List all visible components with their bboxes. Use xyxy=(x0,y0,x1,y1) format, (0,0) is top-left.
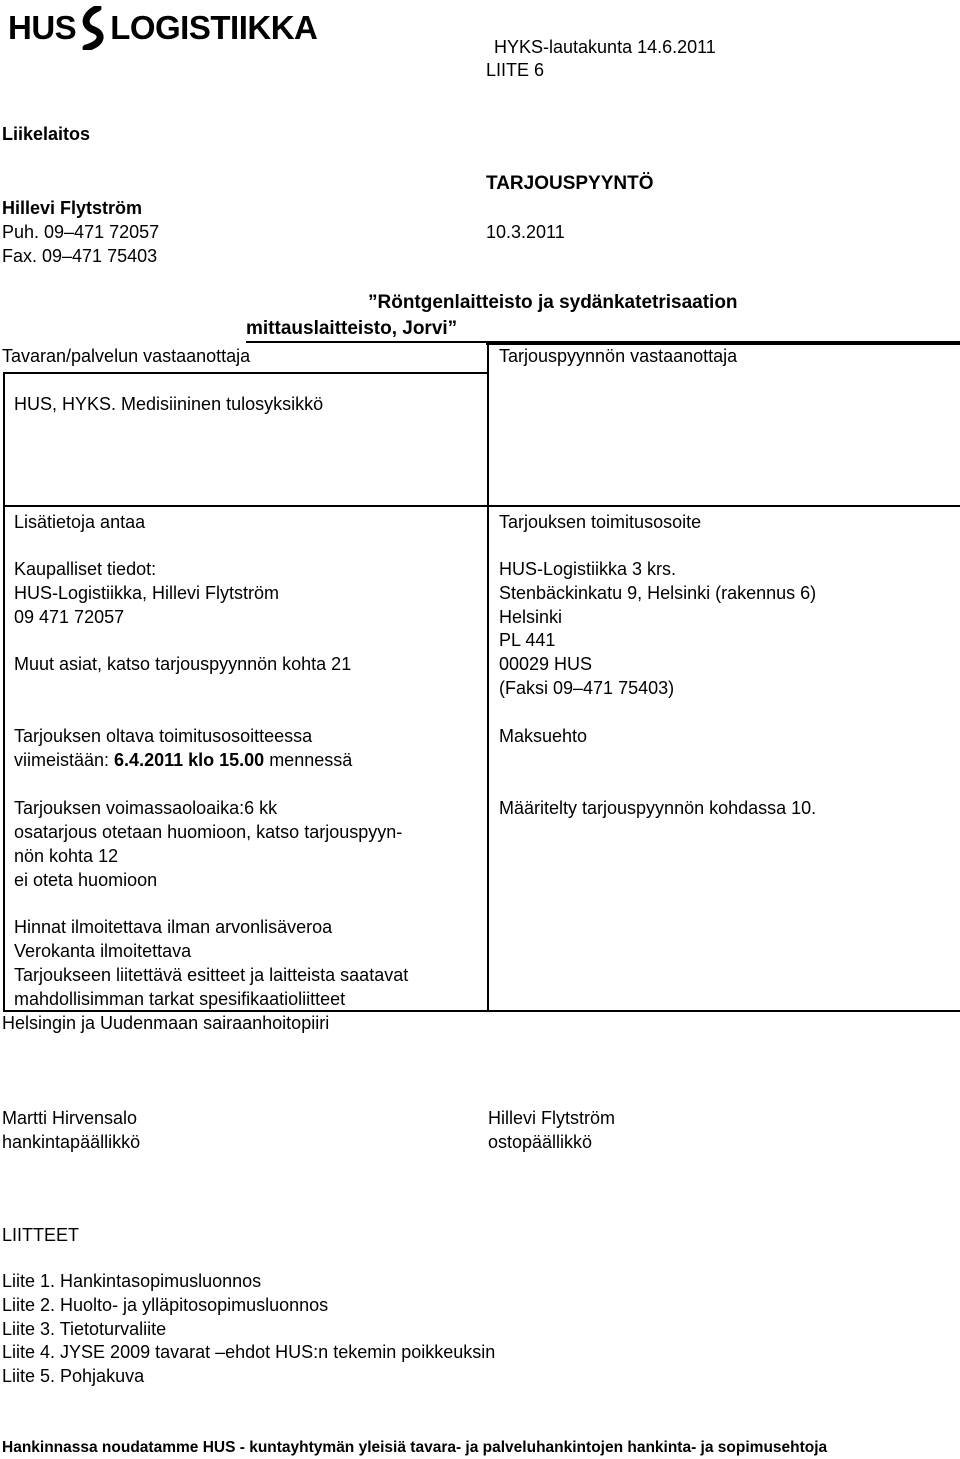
prices-note: Hinnat ilmoitettava ilman arvonlisäveroa xyxy=(14,917,333,937)
partial-offer-line-1: osatarjous otetaan huomioon, katso tarjouspyyn- xyxy=(14,822,403,842)
commercial-label: Kaupalliset tiedot: xyxy=(14,559,157,579)
organization-name: Helsingin ja Uudenmaan sairaanhoitopiiri xyxy=(2,1013,330,1033)
attachments-note-line-2: mahdollisimman tarkat spesifikaatioliitteet xyxy=(14,989,346,1009)
tax-rate-note: Verokanta ilmoitettava xyxy=(14,941,192,961)
not-considered: ei oteta huomioon xyxy=(14,870,158,890)
logo-text-hus: HUS xyxy=(8,9,77,46)
sender-unit: Liikelaitos xyxy=(2,124,91,144)
deadline-datetime: 6.4.2011 klo 15.00 xyxy=(114,750,265,770)
meeting-reference: HYKS-lautakunta 14.6.2011 xyxy=(494,37,716,57)
deadline-prefix: viimeistään: xyxy=(14,750,115,770)
delivery-address-line: 00029 HUS xyxy=(499,654,593,674)
hus-logistiikka-logo xyxy=(8,4,317,52)
recipient-request-label: Tarjouspyynnön vastaanottaja xyxy=(499,346,738,366)
sender-phone: Puh. 09–471 72057 xyxy=(2,222,160,242)
attachment-item: Liite 3. Tietoturvaliite xyxy=(2,1319,167,1339)
form-left-border xyxy=(3,372,5,1012)
document-type: TARJOUSPYYNTÖ xyxy=(486,173,654,194)
partial-offer-line-2: nön kohta 12 xyxy=(14,846,119,866)
attachments-note-line-1: Tarjoukseen liitettävä esitteet ja laitteista saatavat xyxy=(14,965,409,985)
commercial-contact: HUS-Logistiikka, Hillevi Flytström xyxy=(14,583,280,603)
document-date: 10.3.2011 xyxy=(486,222,565,242)
delivery-address-label: Tarjouksen toimitusosoite xyxy=(499,512,702,532)
attachment-item: Liite 5. Pohjakuva xyxy=(2,1366,145,1386)
recipient-goods-label: Tavaran/palvelun vastaanottaja xyxy=(2,346,251,366)
subject-line-1: ”Röntgenlaitteisto ja sydänkatetrisaation xyxy=(368,292,738,313)
signatory-name: Martti Hirvensalo xyxy=(2,1108,138,1128)
form-center-divider xyxy=(487,345,489,1012)
attachments-heading: LIITTEET xyxy=(2,1225,80,1245)
delivery-address-line: PL 441 xyxy=(499,630,556,650)
payment-terms-label: Maksuehto xyxy=(499,726,588,746)
signatory-name: Hillevi Flytström xyxy=(488,1108,616,1128)
validity-period: Tarjouksen voimassaoloaika:6 kk xyxy=(14,798,278,818)
commercial-phone: 09 471 72057 xyxy=(14,607,125,627)
attachment-item: Liite 2. Huolto- ja ylläpitosopimusluonnos xyxy=(2,1295,329,1315)
signatory-title: hankintapäällikkö xyxy=(2,1132,141,1152)
signatory-title: ostopäällikkö xyxy=(488,1132,593,1152)
attachment-reference: LIITE 6 xyxy=(486,60,545,80)
delivery-address-line: Stenbäckinkatu 9, Helsinki (rakennus 6) xyxy=(499,583,817,603)
footer-note: Hankinnassa noudatamme HUS - kuntayhtymän yleisiä tavara- ja palveluhankintojen hankinta- ja sopimusehtoja xyxy=(2,1439,828,1456)
recipient-goods-value: HUS, HYKS. Medisiininen tulosyksikkö xyxy=(14,394,324,414)
payment-terms-value: Määritelty tarjouspyynnön kohdassa 10. xyxy=(499,798,817,818)
delivery-address-line: (Faksi 09–471 75403) xyxy=(499,678,675,698)
attachment-item: Liite 4. JYSE 2009 tavarat –ehdot HUS:n tekemin poikkeuksin xyxy=(2,1342,496,1362)
delivery-address-line: HUS-Logistiikka 3 krs. xyxy=(499,559,677,579)
delivery-address-line: Helsinki xyxy=(499,607,563,627)
other-matters: Muut asiat, katso tarjouspyynnön kohta 21 xyxy=(14,654,352,674)
logo-swoosh-icon xyxy=(76,6,110,50)
subject-line-2: mittauslaitteisto, Jorvi” xyxy=(246,318,458,339)
sender-name: Hillevi Flytström xyxy=(2,198,143,218)
deadline-suffix: mennessä xyxy=(264,750,353,770)
info-top-line xyxy=(3,505,960,507)
deadline-line-2 xyxy=(14,749,352,771)
info-label: Lisätietoja antaa xyxy=(14,512,146,532)
recipient-top-line xyxy=(3,372,489,374)
logo-text-logistiikka: LOGISTIIKKA xyxy=(110,9,318,46)
attachment-item: Liite 1. Hankintasopimusluonnos xyxy=(2,1271,262,1291)
deadline-line-1: Tarjouksen oltava toimitusosoitteessa xyxy=(14,726,313,746)
sender-fax: Fax. 09–471 75403 xyxy=(2,246,158,266)
